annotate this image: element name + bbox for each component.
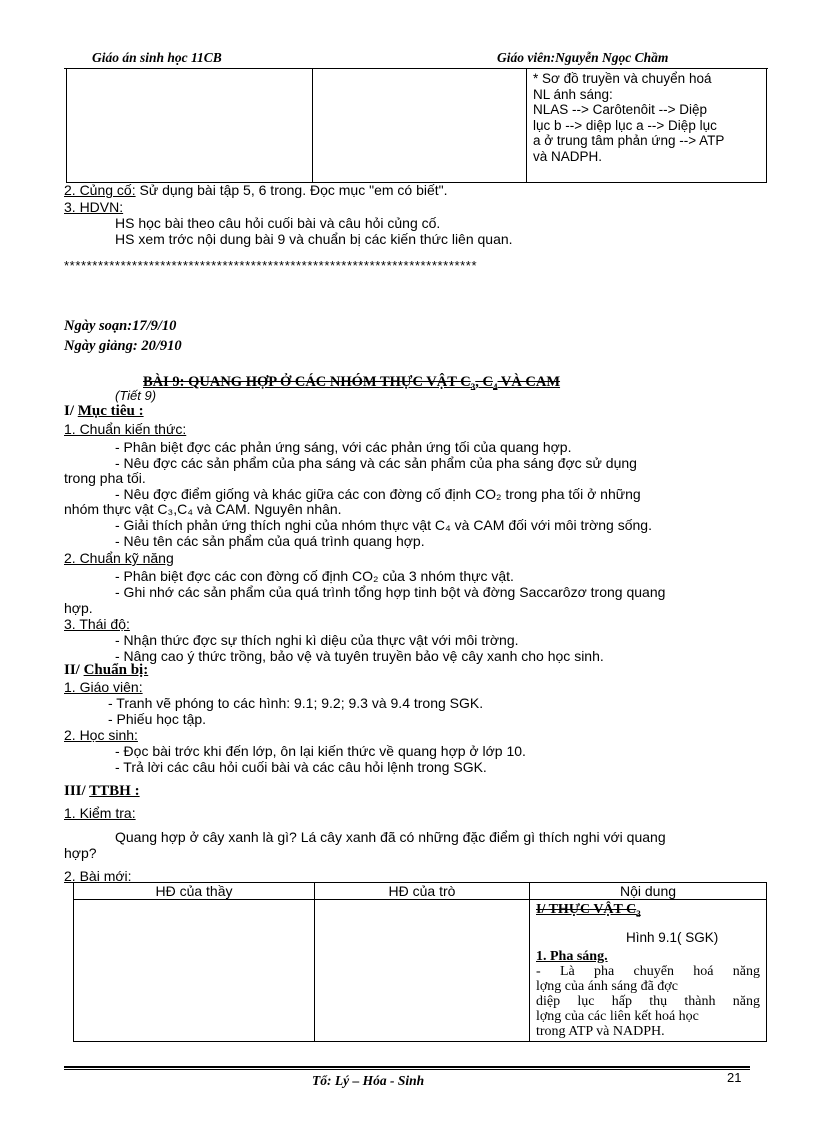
objectives-heading [64,403,144,420]
prep-date: Ngày soạn:17/9/10 [64,318,177,334]
lesson-title-sub: 4 [492,381,498,392]
page-number: 21 [727,1070,742,1085]
teacher-activity-cell [74,900,315,1042]
footer-rule-2 [64,1069,750,1070]
knowledge-item: - Phân biệt đợc các phản ứng sáng, với các phản ứng tối của quang hợp. [115,439,572,455]
section-title-sub: 3 [636,908,641,919]
header-right: Giáo viên:Nguyễn Ngọc Chầm [497,50,669,65]
top-table [66,68,767,183]
student-item: - Trả lời các câu hỏi cuối bài và các câu hỏi lệnh trong SGK. [115,759,487,775]
check-line: Quang hợp ở cây xanh là gì? Lá cây xanh đã có những đặc điểm gì thích nghi với quang [115,829,666,845]
skills-item: - Ghi nhớ các sản phẩm của quá trình tổng hợp tinh bột và đờng Saccarôzơ trong quang [115,584,666,600]
content-cell [530,900,767,1042]
phase-line: - Là pha chuyển hoá năng [536,963,760,979]
student-label: 2. Học sinh: [64,727,138,743]
phase-line: lợng của ánh sáng đã đợc [536,978,678,994]
objectives-heading-text: Mục tiêu : [77,403,144,419]
skills-item: hợp. [64,600,93,616]
check-label: 1. Kiểm tra: [64,805,136,821]
knowledge-item: - Giải thích phản ứng thích nghi của nhóm thực vật C₄ và CAM đối với môi trờng sống. [115,517,652,533]
diagram-line: NLAS --> Carôtenôit --> Diệp [533,102,708,117]
homework-line: HS xem trớc nội dung bài 9 và chuẩn bị các kiến thức liên quan. [115,231,513,247]
header-left: Giáo án sinh học 11CB [92,50,222,65]
section-title [536,902,760,922]
consolidation [64,182,448,198]
diagram-line: a ở trung tâm phản ứng --> ATP [533,133,725,148]
teacher-item: - Tranh vẽ phóng to các hình: 9.1; 9.2; 9.3 và 9.4 trong SGK. [108,695,484,711]
diagram-line: lục b --> diệp lục a --> Diệp lục [533,117,717,133]
separator: ************************************************************************* [64,258,478,273]
lesson-title [143,374,560,392]
knowledge-item: nhóm thực vật C₃,C₄ và CAM. Nguyên nhân. [64,501,342,517]
figure-ref: Hình 9.1( SGK) [626,929,719,945]
student-activity-cell [315,900,530,1042]
lesson-title-text: BÀI 9: QUANG HỢP Ở CÁC NHÓM THỰC VẬT C [143,374,471,390]
knowledge-item: trong pha tối. [64,470,146,486]
diagram-line: và NADPH. [533,148,603,164]
procedure-heading [64,783,140,800]
homework-label: 3. HDVN: [64,199,124,215]
lesson-title-mid: , C [475,374,493,390]
top-table-col3 [527,69,767,183]
phase-line: lợng của các liên kết hoá học [536,1008,699,1024]
attitude-item: - Nhận thức đợc sự thích nghi kì diệu của thực vật với môi trờng. [115,632,519,648]
lesson-title-end: VÀ CAM [497,374,561,390]
procedure-heading-num: III/ [64,783,90,799]
teach-date: Ngày giảng: 20/910 [64,338,182,354]
teacher-label: 1. Giáo viên: [64,679,143,695]
check-line: hợp? [64,845,97,861]
procedure-heading-text: TTBH : [89,783,140,799]
diagram-line: NL ánh sáng: [533,86,613,102]
phase-label: 1. Pha sáng. [536,948,608,964]
attitude-label: 3. Thái độ: [64,616,130,632]
knowledge-label: 1. Chuẩn kiến thức: [64,421,187,437]
footer-rule [64,1066,750,1068]
preparation-heading-text: Chuẩn bị: [83,662,149,678]
col-header-student: HĐ của trò [315,883,530,900]
student-item: - Đọc bài trớc khi đến lớp, ôn lại kiến thức về quang hợp ở lớp 10. [115,743,526,759]
knowledge-item: - Nêu đợc các sản phẩm của pha sáng và các sản phẩm của pha sáng đợc sử dụng [115,455,637,471]
teacher-item: - Phiếu học tập. [108,711,207,727]
section-title-text: I/ THỰC VẬT C [536,902,637,917]
diagram-line: * Sơ đồ truyền và chuyển hoá [533,71,712,86]
lesson-period: (Tiết 9) [115,388,157,403]
phase-line: diệp lục hấp thụ thành năng [536,993,760,1009]
skills-item: - Phân biệt đợc các con đờng cố định CO₂ của 3 nhóm thực vật. [115,568,514,584]
footer-text: Tổ: Lý – Hóa - Sinh [312,1073,425,1088]
preparation-heading-num: II/ [64,662,84,678]
knowledge-item: - Nêu đợc điểm giống và khác giữa các con đờng cố định CO₂ trong pha tối ở những [115,486,641,502]
consolidation-label: 2. Củng cố: [64,182,136,198]
preparation-heading [64,662,148,679]
attitude-item: - Nâng cao ý thức trồng, bảo vệ và tuyên truyền bảo vệ cây xanh cho học sinh. [115,648,604,664]
homework-line: HS học bài theo câu hỏi cuối bài và câu hỏi củng cố. [115,215,441,231]
lesson-title-sub: 3 [470,381,476,392]
consolidation-text: Sử dụng bài tập 5, 6 trong. Đọc mục "em có biết". [135,182,448,198]
col-header-teacher: HĐ của thầy [74,883,315,900]
col-header-content: Nội dung [530,883,767,900]
skills-label: 2. Chuẩn kỹ năng [64,550,174,566]
top-table-col1 [67,69,313,183]
phase-line: trong ATP và NADPH. [536,1023,665,1039]
new-lesson-label: 2. Bài mới: [64,868,132,884]
activity-table [73,882,767,1042]
objectives-heading-num: I/ [64,403,78,419]
knowledge-item: - Nêu tên các sản phẩm của quá trình quang hợp. [115,533,425,549]
top-table-col2 [313,69,527,183]
